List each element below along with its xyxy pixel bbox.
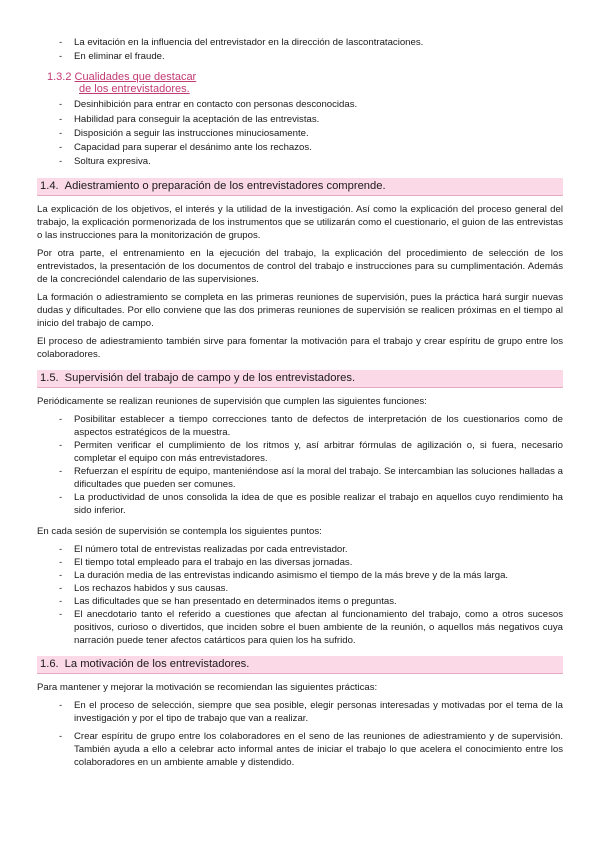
list-item: - El anecdotario tanto el referido a cuestiones que afectan al funcionamiento del trabajo, como a otros sucesos positivos, curioso o divertidos, que inciden sobre el buen ambiente de la reunión, o aquellos más negativos cuya narración puede tener afectos catárticos para quien los ha sufrido. [37,608,563,647]
motivation-practices-list [37,699,563,769]
supervision-functions-list [37,413,563,517]
paragraph: Para mantener y mejorar la motivación se recomiendan las siguientes prácticas: [37,682,378,694]
list-item: - Permiten verificar el cumplimiento de los ritmos y, así arbitrar fórmulas de agilización o, si fuera, necesario completar el equipo con más entrevistadores. [37,439,563,465]
list-item: - Los rechazos habidos y sus causas. [37,582,563,595]
paragraph: La formación o adiestramiento se completa en las primeras reuniones de supervisión, pues la práctica hará surgir nuevas dudas y dificultades. Por ello conviene que las dos primeras reuniones de supervisión se realicen próximas en el tiempo al inicio del trabajo de campo. [37,292,563,330]
section-number: 1.6. [40,658,59,671]
paragraph: Periódicamente se realizan reuniones de supervisión que cumplen las siguientes funciones: [37,396,427,408]
list-item: - La duración media de las entrevistas indicando asimismo el tiempo de la más breve y de la más larga. [37,569,563,582]
section-number: 1.4. [40,180,59,193]
qualities-list [37,98,563,169]
subsection-heading-1-3-2 [47,71,563,95]
section-title: La motivación de los entrevistadores. [64,658,250,671]
subsection-number: 1.3.2 [47,71,72,84]
section-title: Adiestramiento o preparación de los entrevistadores comprende. [64,180,386,193]
list-item: - Soltura expresiva. [37,155,563,169]
list-item: - Las dificultades que se han presentado en determinados items o preguntas. [37,595,563,608]
section-number: 1.5. [40,372,59,385]
section-title: Supervisión del trabajo de campo y de los entrevistadores. [64,372,356,385]
section-heading-1-6 [37,656,563,674]
paragraph: La explicación de los objetivos, el interés y la utilidad de la investigación. Así como la explicación del proceso general del trabajo, la explicación pormenorizada de los instrumentos que se utilizarán como el cuestionario, el guion de las entrevistas o las instrucciones para la monitorización de grupos. [37,204,563,242]
list-item: - Refuerzan el espíritu de equipo, manteniéndose así la moral del trabajo. Se intercambian las soluciones halladas a dificultades que pueden ser comunes. [37,465,563,491]
paragraph: El proceso de adiestramiento también sirve para fomentar la motivación para el trabajo y crear espíritu de grupo entre los colaboradores. [37,336,563,361]
list-item: - La evitación en la influencia del entrevistador en la dirección de lascontrataciones. [37,36,563,50]
list-item: - El tiempo total empleado para el trabajo en las diversas jornadas. [37,556,563,569]
subsection-title-line2: de los entrevistadores. [79,83,190,96]
session-points-list [37,543,563,647]
list-item: - En el proceso de selección, siempre que sea posible, elegir personas interesadas y motivadas por el tema de la investigación y por el tipo de trabajo que van a realizar. [37,699,563,725]
subsection-title-line1: Cualidades que destacar [74,71,197,84]
section-heading-1-5 [37,370,563,388]
paragraph: En cada sesión de supervisión se contempla los siguientes puntos: [37,526,322,538]
list-item: - Habilidad para conseguir la aceptación de las entrevistas. [37,113,563,127]
list-item: - Disposición a seguir las instrucciones minuciosamente. [37,127,563,141]
section-heading-1-4 [37,178,563,196]
list-item: - En eliminar el fraude. [37,50,563,64]
top-list [37,36,563,64]
paragraph: Por otra parte, el entrenamiento en la ejecución del trabajo, la explicación del procedimiento de selección de los entrevistados, la presentación de los documentos de control del trabajo e instrucciones para su cumplimentación. Además de la concrecióndel calendario de las supervisiones. [37,248,563,286]
list-item: - Posibilitar establecer a tiempo correcciones tanto de defectos de interpretación de los cuestionarios como de aspectos estratégicos de la muestra. [37,413,563,439]
list-item: - Crear espíritu de grupo entre los colaboradores en el seno de las reuniones de adiestramiento y de supervisión. También ayuda a ello a celebrar acto informal antes de iniciar el trabajo lo que acelera el conocimiento entre los colaboradores en un ambiente amable y distendido. [37,730,563,769]
list-item: - La productividad de unos consolida la idea de que es posible realizar el trabajo en aquellos cuyo rendimiento ha sido inferior. [37,491,563,517]
list-item: - Desinhibición para entrar en contacto con personas desconocidas. [37,98,563,112]
list-item: - Capacidad para superar el desánimo ante los rechazos. [37,141,563,155]
list-item: - El número total de entrevistas realizadas por cada entrevistador. [37,543,563,556]
